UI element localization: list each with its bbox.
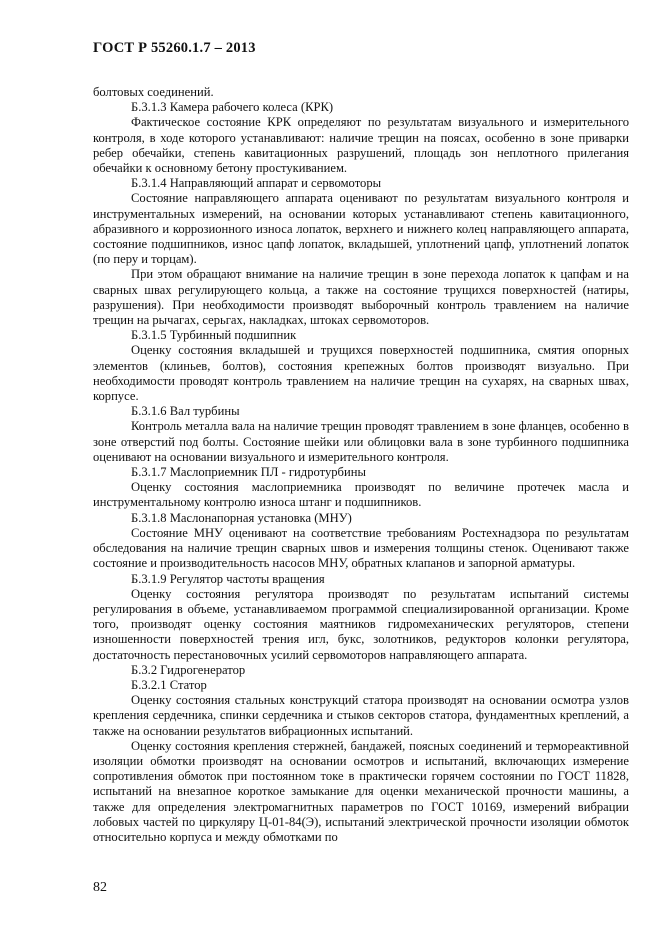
- section-heading: Б.3.1.5 Турбинный подшипник: [131, 328, 297, 343]
- document-header: ГОСТ Р 55260.1.7 – 2013: [93, 40, 256, 56]
- paragraph: Оценку состояния регулятора производят по результатам испытаний системы регулирования в объеме, устанавливаемом программой специализированной организации. Кроме того, производят оценку состояния маятников гидромеханических регуляторов, степени изношенности поверхностей трения игл, букс, золотников, редукторов колонки регулятора, достаточность перестановочных усилий сервомоторов направляющего аппарата.: [93, 586, 629, 662]
- section-heading: Б.3.2.1 Статор: [131, 677, 207, 692]
- paragraph: Состояние направляющего аппарата оценивают по результатам визуального контроля и инструментальных измерений, на основании которых устанавливают степень кавитационного, абразивного и коррозионного износа лопаток, верхнего и нижнего колец направляющего аппарата, состояние подшипников, износ цапф лопаток, вкладышей, уплотнений цапф, уплотнений лопаток (по перу и торцам).: [93, 191, 629, 267]
- section-heading: Б.3.1.9 Регулятор частоты вращения: [131, 571, 325, 586]
- paragraph: Состояние МНУ оценивают на соответствие требованиям Ростехнадзора по результатам обследования на наличие трещин сварных швов и измерения толщины стенок. Оценивают также состояние и производительность насосов МНУ, обратных клапанов и запорной арматуры.: [93, 525, 629, 571]
- page-number: 82: [93, 880, 107, 895]
- paragraph: Фактическое состояние КРК определяют по результатам визуального и измерительного контроля, в ходе которого устанавливают: наличие трещин на поясах, особенно в зоне приварки ребер обечайки, степень кавитационных разрушений, площадь зон неплотного прилегания обечайки к основному бетону простукиванием.: [93, 115, 629, 176]
- section-heading: Б.3.1.7 Маслоприемник ПЛ - гидротурбины: [131, 465, 366, 480]
- paragraph: Оценку состояния крепления стержней, бандажей, поясных соединений и термореактивной изоляции обмотки производят на основании осмотров и испытаний, включающих измерение сопротивления обмоток при постоянном токе в практически горячем состоянии по ГОСТ 11828, испытаний на внезапное короткое замыкание для оценки механической прочности машины, а также для определения электромагнитных параметров по ГОСТ 10169, измерений вибрации лобовых частей по циркуляру Ц-01-84(Э), испытаний электрической прочности изоляции обмоток относительно корпуса и между обмотками по: [93, 738, 629, 844]
- section-heading: Б.3.1.3 Камера рабочего колеса (КРК): [131, 100, 334, 115]
- paragraph: Контроль металла вала на наличие трещин проводят травлением в зоне фланцев, особенно в зоне отверстий под болты. Состояние шейки или облицовки вала в зоне турбинного подшипника оценивают на основании визуального и измерительного контроля.: [93, 419, 629, 464]
- section-heading: Б.3.2 Гидрогенератор: [131, 662, 246, 677]
- section-heading: Б.3.1.8 Маслонапорная установка (МНУ): [131, 510, 352, 525]
- paragraph: Оценку состояния стальных конструкций статора производят на основании осмотра узлов крепления сердечника, спинки сердечника и стыков секторов статора, фундаментных креплений, а также на основании результатов вибрационных испытаний.: [93, 693, 629, 738]
- paragraph: При этом обращают внимание на наличие трещин в зоне перехода лопаток к цапфам и на сварных швах регулирующего кольца, а также на состояние трущихся поверхностей (натиры, разрушения). При необходимости производят выборочный контроль травлением на наличие трещин на рычагах, серьгах, накладках, штоках сервомоторов.: [93, 267, 629, 328]
- paragraph: Оценку состояния вкладышей и трущихся поверхностей подшипника, смятия опорных элементов (клиньев, болтов), состояния крепежных болтов производят визуально. При необходимости проводят контроль травлением на наличие трещин на сухарях, на сварных швах, корпусе.: [93, 343, 629, 404]
- section-heading: Б.3.1.4 Направляющий аппарат и сервомоторы: [131, 176, 382, 191]
- paragraph: Оценку состояния маслоприемника производят по величине протечек масла и инструментальному контролю износа штанг и подшипников.: [93, 480, 629, 510]
- document-body: [93, 85, 629, 845]
- paragraph: болтовых соединений.: [93, 85, 214, 99]
- section-heading: Б.3.1.6 Вал турбины: [131, 404, 240, 419]
